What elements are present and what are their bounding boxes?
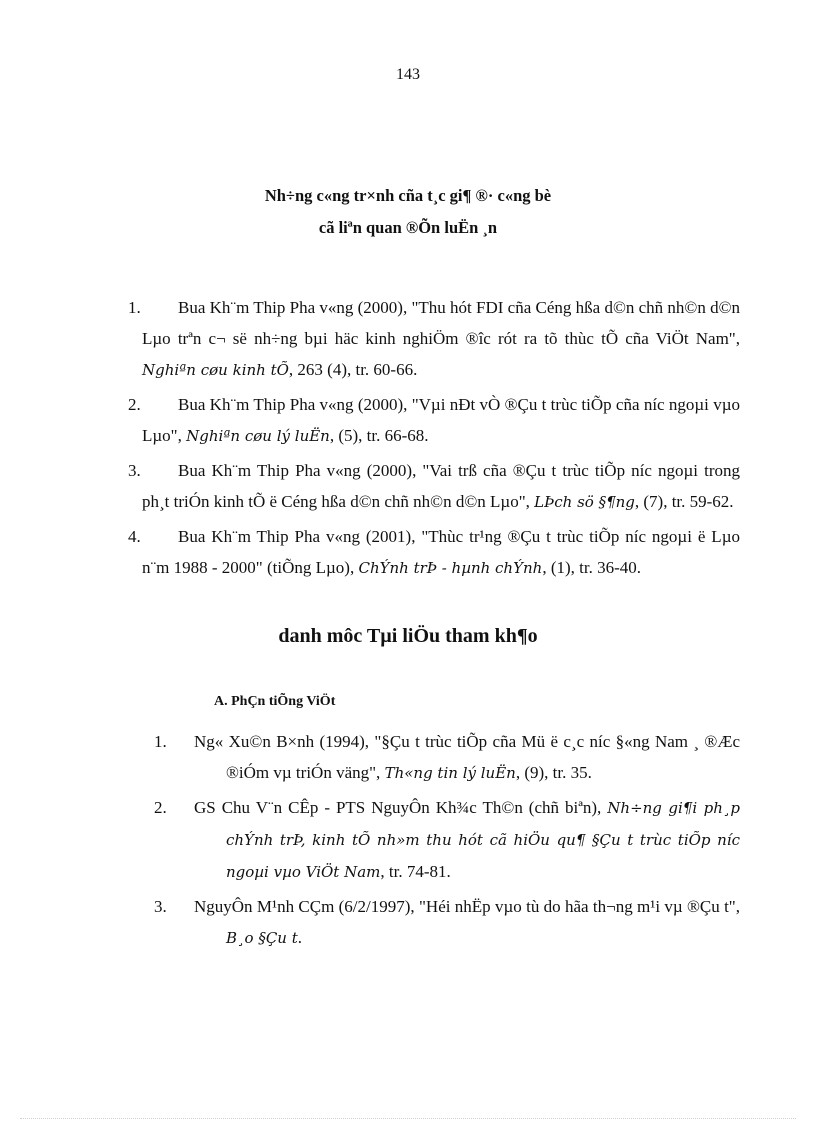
item-number: 2.: [128, 395, 141, 414]
reference-item: [154, 891, 740, 954]
citation-tail: .: [297, 928, 303, 947]
item-text: [142, 292, 740, 386]
item-number: 3.: [154, 897, 167, 916]
reference-item: [154, 726, 740, 789]
item-number: 4.: [128, 527, 141, 546]
citation-tail: , tr. 74-81.: [380, 862, 451, 881]
citation-tail: , 263 (4), tr. 60-66.: [288, 360, 418, 379]
publication-item: [128, 455, 740, 518]
publications-heading-line-1: Nh÷ng c«ng tr×nh cña t¸c gi¶ ®· c«ng bè: [264, 186, 552, 205]
references-heading: danh môc Tµi liÖu tham kh¶o: [278, 625, 538, 647]
references-list: [154, 726, 740, 957]
item-number: 1.: [128, 298, 141, 317]
citation-text: Bua Kh¨m Thip Pha v«ng (2000), "Vai trß cña ®Çu t trùc tiÕp níc ngoµi trong ph¸t triÓn kinh tÕ ë Céng hßa d©n chñ nh©n d©n Lµo",: [142, 461, 740, 511]
publication-item: [128, 389, 740, 452]
citation-text: Ng« Xu©n B×nh (1994), "§Çu t trùc tiÕp cña Mü ë c¸c níc §«ng Nam ¸ ®Æc ®iÓm vµ triÓn väng",: [194, 732, 740, 782]
book-title: Nh÷ng gi¶i ph¸p chÝnh trÞ, kinh tÕ nh»m thu hót cã hiÖu qu¶ §Çu t trùc tiÕp níc ngoµi vµo ViÖt Nam: [226, 799, 740, 881]
citation-tail: , (5), tr. 66-68.: [329, 426, 429, 445]
journal-title: ChÝnh trÞ - hµnh chÝnh: [358, 559, 543, 577]
item-text: [194, 792, 740, 888]
journal-title: Nghiªn cøu kinh tÕ: [142, 361, 289, 379]
item-text: [142, 455, 740, 518]
journal-title: LÞch sö §¶ng: [534, 493, 635, 511]
page-bottom-divider: [20, 1118, 796, 1119]
item-text: [142, 521, 740, 584]
references-subheading: A. PhÇn tiÕng ViÖt: [214, 694, 336, 709]
item-text: [194, 891, 740, 954]
publication-item: [128, 521, 740, 584]
citation-text: GS Chu V¨n CÊp - PTS NguyÔn Kh¾c Th©n (chñ biªn),: [194, 798, 608, 817]
item-number: 2.: [154, 798, 167, 817]
item-number: 1.: [154, 732, 167, 751]
journal-title: B¸o §Çu t: [226, 929, 298, 947]
publications-heading: [0, 180, 816, 244]
publication-item: [128, 292, 740, 386]
citation-text: Bua Kh¨m Thip Pha v«ng (2000), "Thu hót FDI cña Céng hßa d©n chñ nh©n d©n Lµo trªn c¬ së nh÷ng bµi häc kinh nghiÖm ®îc rót ra tõ thùc tÕ cña ViÖt Nam",: [142, 298, 740, 348]
publications-heading-line-2: cã liªn quan ®Õn luËn ¸n: [318, 218, 498, 237]
item-number: 3.: [128, 461, 141, 480]
citation-text: Bua Kh¨m Thip Pha v«ng (2001), "Thùc tr¹ng ®Çu t trùc tiÕp níc ngoµi ë Lµo n¨m 1988 - 2000" (tiÕng Lµo),: [142, 527, 740, 577]
reference-item: [154, 792, 740, 888]
journal-title: Nghiªn cøu lý luËn: [186, 427, 330, 445]
citation-text: NguyÔn M¹nh CÇm (6/2/1997), "Héi nhËp vµo tù do hãa th¬ng m¹i vµ ®Çu t",: [194, 897, 740, 916]
item-text: [194, 726, 740, 789]
page-number: 143: [396, 66, 420, 83]
citation-text: Bua Kh¨m Thip Pha v«ng (2000), "Vµi nÐt vÒ ®Çu t trùc tiÕp cña níc ngoµi vµo Lµo",: [142, 395, 740, 445]
journal-title: Th«ng tin lý luËn: [384, 764, 516, 782]
publications-list: [128, 292, 740, 587]
citation-tail: , (7), tr. 59-62.: [634, 492, 734, 511]
citation-tail: , (9), tr. 35.: [515, 763, 592, 782]
item-text: [142, 389, 740, 452]
citation-tail: , (1), tr. 36-40.: [542, 558, 642, 577]
